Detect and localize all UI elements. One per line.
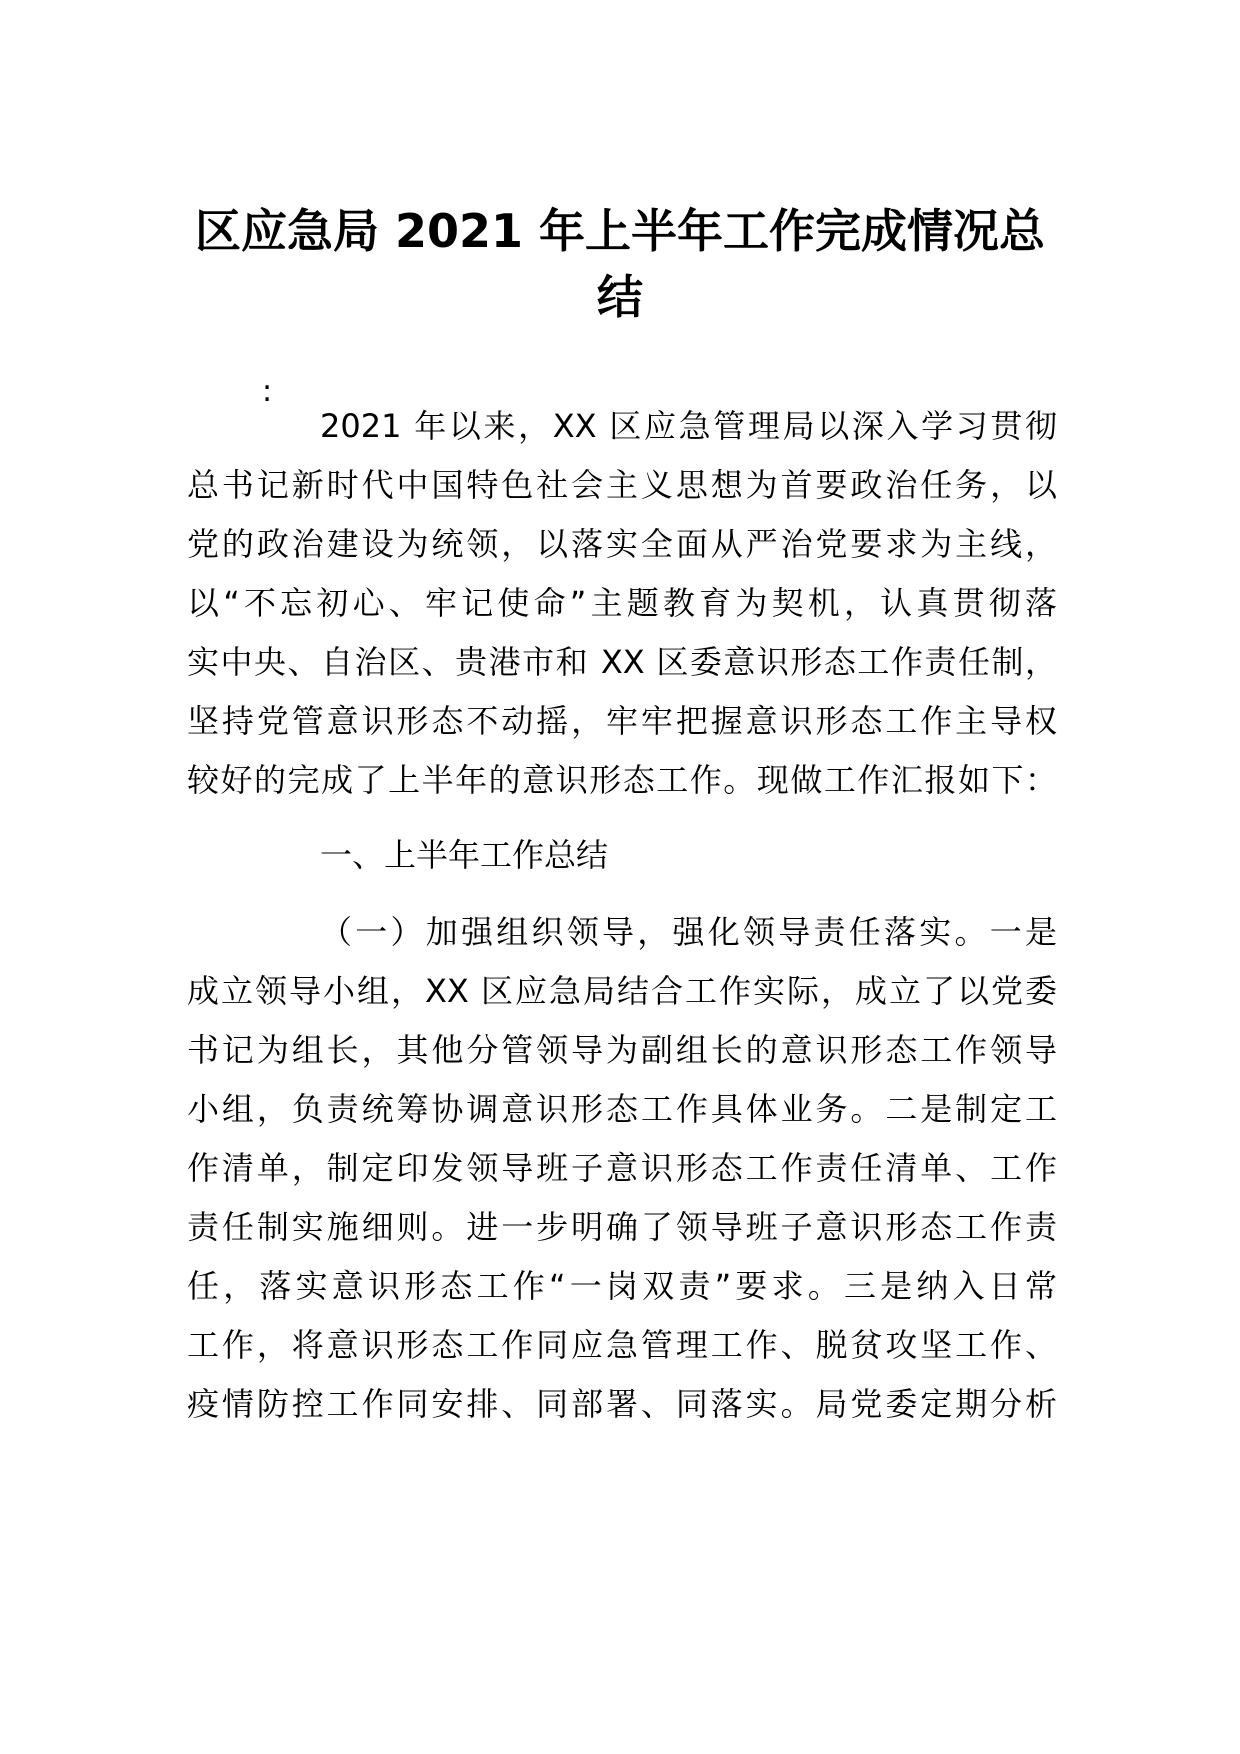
section-heading-1: 一、上半年工作总结	[320, 836, 609, 874]
paragraph1-line-6: 坚持党管意识形态不动摇，牢牢把握意识形态工作主导权	[187, 702, 1057, 740]
salutation: :	[262, 374, 273, 409]
title-line-2: 结	[597, 270, 643, 324]
paragraph1-line-4: 以“不忘初心、牢记使命”主题教育为契机，认真贯彻落	[187, 584, 1057, 622]
paragraph1-line-1: 2021 年以来，XX 区应急管理局以深入学习贯彻	[320, 407, 1057, 445]
paragraph2-line-5: 作清单，制定印发领导班子意识形态工作责任清单、工作	[187, 1149, 1057, 1187]
document-title	[150, 198, 1090, 330]
paragraph2-line-9: 疫情防控工作同安排、同部署、同落实。局党委定期分析	[187, 1385, 1057, 1423]
paragraph2-line-2: 成立领导小组，XX 区应急局结合工作实际，成立了以党委	[187, 972, 1057, 1010]
paragraph2-line-6: 责任制实施细则。进一步明确了领导班子意识形态工作责	[187, 1208, 1057, 1246]
paragraph1-line-7: 较好的完成了上半年的意识形态工作。现做工作汇报如下：	[187, 761, 1057, 799]
title-line-1: 区应急局 2021 年上半年工作完成情况总	[194, 204, 1046, 258]
paragraph2-line-3: 书记为组长，其他分管领导为副组长的意识形态工作领导	[187, 1031, 1057, 1069]
paragraph2-line-4: 小组，负责统筹协调意识形态工作具体业务。二是制定工	[187, 1090, 1057, 1128]
paragraph1-line-5: 实中央、自治区、贵港市和 XX 区委意识形态工作责任制，	[187, 643, 1057, 681]
paragraph2-line-8: 工作，将意识形态工作同应急管理工作、脱贫攻坚工作、	[187, 1326, 1057, 1364]
paragraph2-line-7: 任，落实意识形态工作“一岗双责”要求。三是纳入日常	[187, 1267, 1057, 1305]
paragraph1-line-2: 总书记新时代中国特色社会主义思想为首要政治任务，以	[187, 466, 1057, 504]
paragraph2-line-1: （一）加强组织领导，强化领导责任落实。一是	[320, 913, 1057, 951]
paragraph1-line-3: 党的政治建设为统领，以落实全面从严治党要求为主线，	[187, 525, 1057, 563]
